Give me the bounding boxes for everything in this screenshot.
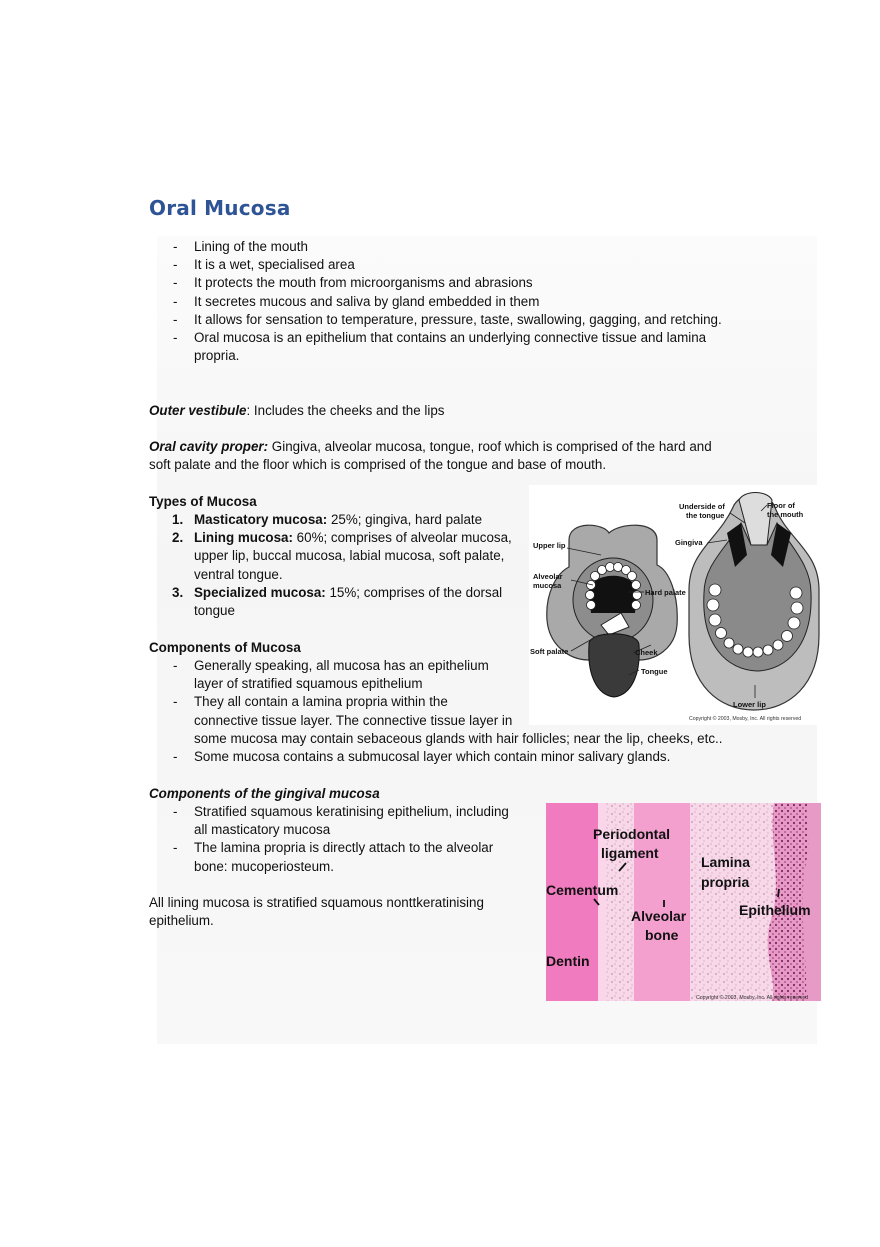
label-dentin: Dentin [546, 953, 590, 969]
list-line: all masticatory mucosa [194, 822, 331, 838]
list-item [149, 748, 749, 766]
item-term: Specialized mucosa: [194, 584, 326, 600]
intro-list [149, 238, 729, 365]
label-propria: propria [701, 874, 750, 890]
list-line: Stratified squamous keratinising epithelium, including [194, 804, 509, 819]
closing-line: epithelium. [149, 913, 214, 929]
item-term: Lining mucosa: [194, 530, 293, 546]
list-item [149, 511, 515, 529]
oral-cavity-paragraph [149, 438, 729, 474]
label-upper-lip: Upper lip [533, 541, 566, 550]
item-term: Masticatory mucosa: [194, 512, 328, 527]
components-heading: Components of Mucosa [149, 640, 301, 655]
label-hard-palate: Hard palate [645, 588, 686, 597]
label-alveolar: Alveolar [533, 572, 563, 581]
label-bone: bone [645, 927, 679, 943]
list-line: connective tissue layer. The connective tissue layer in [194, 712, 513, 728]
histology-figure [546, 803, 821, 1001]
label-floor-2: the mouth [767, 510, 804, 519]
list-item: - It secretes mucous and saliva by gland embedded in them [149, 293, 729, 311]
types-heading: Types of Mucosa [149, 494, 257, 509]
label-periodontal: Periodontal [593, 826, 671, 842]
item-number: 2. [172, 530, 184, 546]
label-underside-2: the tongue [686, 511, 725, 520]
label-cheek: Cheek [635, 648, 658, 657]
gingival-heading: Components of the gingival mucosa [149, 786, 380, 801]
list-dash: - [173, 694, 178, 710]
list-line: Generally speaking, all mucosa has an epithelium [194, 658, 489, 673]
page-title: Oral Mucosa [149, 196, 291, 220]
oral-cavity-text: Gingiva, alveolar mucosa, tongue, roof which is comprised of the hard and soft palate and the floor which is comprised of the tongue and base of mouth. [149, 439, 712, 473]
gingival-list [149, 803, 529, 876]
list-item [149, 839, 529, 875]
list-line: They all contain a lamina propria within the [194, 694, 448, 710]
item-text: 15%; comprises of the dorsal tongue [194, 584, 503, 619]
figure-copyright: Copyright © 2003, Mosby, Inc. All rights reserved [689, 716, 802, 722]
item-text: 25%; gingiva, hard palate [327, 512, 483, 527]
label-underside: Underside of [679, 502, 725, 511]
outer-vestibule-text: : Includes the cheeks and the lips [246, 403, 445, 418]
list-item: - It allows for sensation to temperature, pressure, taste, swallowing, gagging, and retching. [149, 311, 729, 329]
list-line: some mucosa may contain sebaceous glands with hair follicles; near the lip, cheeks, etc.. [194, 730, 723, 746]
label-lower-lip: Lower lip [733, 700, 766, 709]
list-item: - Lining of the mouth [149, 238, 729, 256]
label-gingiva: Gingiva [675, 538, 703, 547]
list-item: - It is a wet, specialised area [149, 256, 729, 274]
list-dash: - [173, 658, 178, 673]
closing-paragraph [149, 894, 529, 930]
label-ligament: ligament [601, 845, 659, 861]
list-dash: - [173, 749, 178, 765]
list-dash: - [173, 804, 178, 819]
outer-vestibule-paragraph [149, 402, 729, 420]
label-cementum: Cementum [546, 882, 619, 898]
types-list [149, 511, 515, 620]
oral-cavity-term: Oral cavity proper: [149, 439, 269, 454]
label-mucosa: mucosa [533, 581, 562, 590]
item-number: 1. [172, 512, 184, 527]
figure-copyright: Copyright © 2003, Mosby, Inc. All rights reserved [696, 995, 809, 1001]
list-item: - It protects the mouth from microorganisms and abrasions [149, 274, 729, 292]
list-line: Some mucosa contains a submucosal layer which contain minor salivary glands. [194, 749, 671, 765]
label-lamina: Lamina [701, 854, 751, 870]
label-floor: Floor of [767, 501, 795, 510]
list-item [149, 803, 529, 839]
label-epithelium: Epithelium [739, 902, 811, 918]
item-number: 3. [172, 584, 184, 600]
list-line: layer of stratified squamous epithelium [194, 676, 423, 692]
list-item [149, 529, 515, 584]
list-item [149, 584, 515, 620]
item-text: 60%; comprises of alveolar mucosa, upper lip, buccal mucosa, labial mucosa, soft palate, ventral tongue. [194, 530, 512, 582]
outer-vestibule-term: Outer vestibule [149, 403, 247, 418]
closing-line: All lining mucosa is stratified squamous nonttkeratinising [149, 895, 484, 910]
list-dash: - [173, 840, 178, 856]
list-item: - Oral mucosa is an epithelium that contains an underlying connective tissue and lamina propria. [149, 329, 729, 365]
list-line: The lamina propria is directly attach to the alveolar [194, 840, 494, 856]
oral-cavity-figure [529, 485, 821, 725]
label-tongue: Tongue [641, 667, 668, 676]
list-line: bone: mucoperiosteum. [194, 858, 334, 874]
label-alveolar: Alveolar [631, 908, 687, 924]
label-soft-palate: Soft palate [530, 647, 569, 656]
